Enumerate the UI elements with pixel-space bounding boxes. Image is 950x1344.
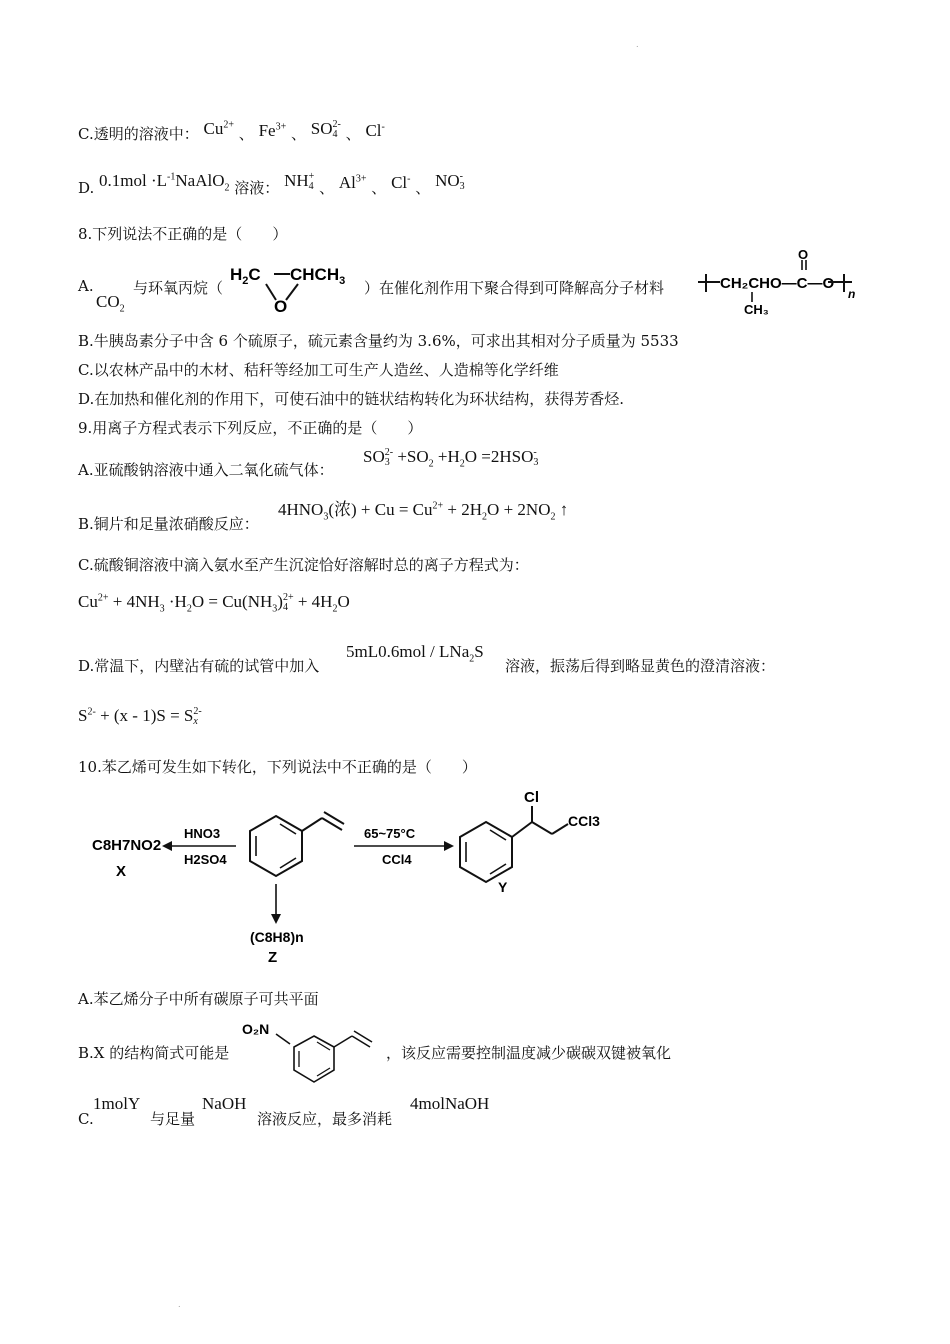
svg-text:Cl: Cl: [524, 789, 539, 806]
epoxypropane-structure: [228, 258, 364, 316]
q8-a-text2: ）在催化剂作用下聚合得到可降解高分子材料: [364, 279, 665, 297]
q9-stem: 9.用离子方程式表示下列反应，不正确的是（ ）: [78, 419, 423, 437]
q8-option-b: B.牛胰岛素分子中含 6 个硫原子，硫元素含量约为 3.6%，可求出其相对分子质量为 5533: [78, 332, 679, 350]
svg-text:H2C: $H_2C$: [230, 265, 261, 287]
q9-d-tail: 溶液，振荡后得到略显黄色的澄清溶液：: [505, 657, 776, 675]
q9-option-a: A.亚硫酸钠溶液中通入二氧化硫气体：: [78, 461, 334, 479]
q9-option-c: C.硫酸铜溶液中滴入氨水至产生沉淀恰好溶解时总的离子方程式为：: [78, 556, 529, 574]
q8-option-a: A.: [78, 277, 94, 295]
q9-c-equation: $Cu^{2+} + 4NH_3 \cdot H_2O = Cu(NH_3)$ 2+ 4 + $4H_2O$: [78, 592, 350, 615]
svg-text:CHCH3: $CHCH_3$: [290, 265, 346, 287]
svg-text:CH₃: CH₃: [744, 302, 769, 317]
scan-dot: .: [636, 40, 639, 49]
polycarbonate-structure: [694, 248, 866, 318]
svg-text:CH₂CHO—C—O: CH₂CHO—C—O: [720, 275, 835, 292]
svg-text:65~75°C: 65~75°C: [364, 826, 416, 841]
q10-stem: 10.苯乙烯可发生如下转化，下列说法中不正确的是（ ）: [78, 758, 477, 776]
q8-stem: 8.下列说法不正确的是（ ）: [78, 225, 288, 243]
q9-option-d: D.常温下，内壁沾有硫的试管中加入: [78, 657, 320, 675]
q9-option-b: B.铜片和足量浓硝酸反应：: [78, 515, 259, 533]
q10-c-naoh: NaOH: [202, 1094, 247, 1113]
svg-text:X: X: [116, 863, 127, 880]
q10-c-text2: 溶液反应，最多消耗: [257, 1110, 393, 1128]
q9-b-equation: $4HNO_3$(浓) + $Cu = Cu^{2+} + 2H_2O + 2NO_2$ ↑: [278, 500, 569, 523]
svg-text:CCl4: CCl4: [382, 852, 412, 867]
svg-text:n: n: [848, 287, 856, 301]
ion-al: $Al^{3+}$: [338, 173, 367, 192]
q10-b-tail: ，该反应需要控制温度减少碳碳双键被氧化: [386, 1044, 672, 1062]
svg-text:Z: Z: [268, 949, 278, 966]
svg-text:O: O: [274, 297, 288, 316]
concentration: $0.1mol \cdot L^{-1}NaAlO_2$: [99, 171, 230, 194]
q10-option-a: A.苯乙烯分子中所有碳原子可共平面: [78, 990, 319, 1008]
scan-dot: .: [178, 1300, 181, 1309]
nitrostyrene-structure: [238, 1012, 386, 1084]
svg-text:O₂N: O₂N: [242, 1021, 270, 1037]
ion-no3: NO - 3: [435, 171, 465, 193]
q10-c-text1: 与足量: [150, 1110, 196, 1128]
ion-fe: $Fe^{3+}$: [258, 121, 287, 140]
co2-formula: $CO_2$: [96, 292, 125, 315]
svg-text:C8H7NO2: C8H7NO2: [92, 837, 162, 854]
ion-cl: Cl-: [391, 173, 411, 192]
q8-a-text1: 与环氧丙烷（: [133, 279, 224, 297]
q9-d-amount: 5mL0.6mol / LNa$_2$S: [346, 642, 484, 665]
ion-cl: Cl-: [365, 121, 385, 140]
q7-option-c: C.透明的溶液中： $Cu^{2+}$ 、 $Fe^{3+}$ 、 SO 2- 4 、 Cl-: [78, 119, 385, 143]
svg-text:O: O: [798, 248, 809, 262]
svg-text:HNO3: HNO3: [184, 826, 221, 841]
q8-option-c: C.以农林产品中的木材、秸秆等经加工可生产人造丝、人造棉等化学纤维: [78, 361, 559, 379]
svg-text:H2SO4: H2SO4: [184, 852, 227, 867]
svg-text:Y: Y: [498, 879, 508, 895]
styrene-reaction-scheme: [86, 784, 616, 968]
q10-option-b: B.X 的结构简式可能是: [78, 1044, 230, 1062]
svg-text:CCl3: CCl3: [568, 813, 600, 829]
q8-option-d: D.在加热和催化剂的作用下，可使石油中的链状结构转化为环状结构，获得芳香烃.: [78, 390, 625, 408]
q10-c-amount: 1molY: [93, 1094, 141, 1113]
svg-text:(C8H8)n: (C8H8)n: [250, 929, 304, 945]
q10-option-c: C.: [78, 1110, 94, 1128]
ion-so4: SO 2- 4: [310, 119, 341, 141]
q9-a-equation: SO 2- 3 $+SO_2 +H_2O =2HSO$ - 3: [363, 447, 539, 470]
q9-d-equation: $S^{2-} + (x - 1)S = S$ 2- x: [78, 706, 202, 728]
ion-nh4: NH + 4: [284, 171, 315, 193]
q10-c-amount2: 4molNaOH: [410, 1094, 490, 1113]
ion-cu: $Cu^{2+}$: [203, 119, 234, 138]
q7-option-d: D. $0.1mol \cdot L^{-1}NaAlO_2$ 溶液： NH + 4 、 $Al^{3+}$ 、 Cl- 、 NO - 3: [78, 171, 465, 197]
